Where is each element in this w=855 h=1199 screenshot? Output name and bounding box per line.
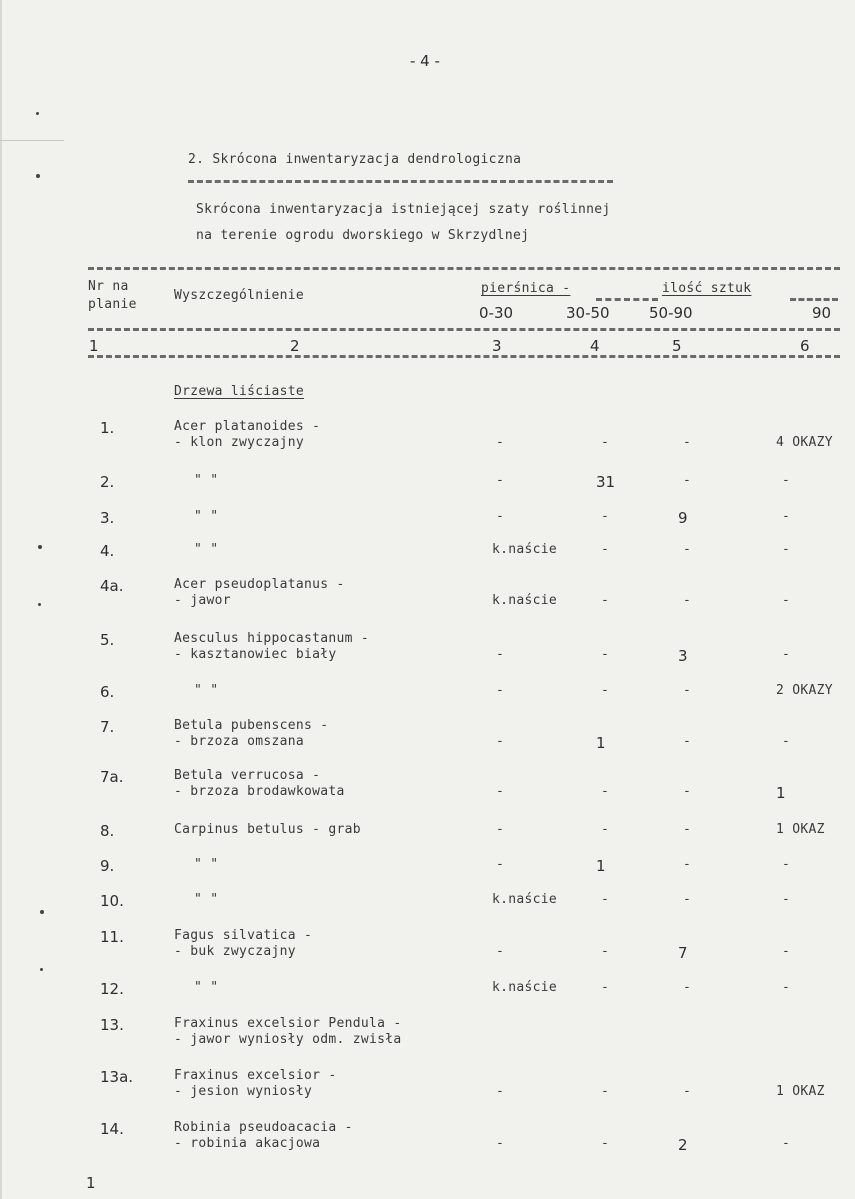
row-name-line1: Fagus silvatica -	[174, 928, 313, 943]
row-value-col3: -	[496, 1136, 505, 1151]
col-number: 5	[672, 337, 682, 355]
row-name-line2: - kasztanowiec biały	[174, 647, 337, 662]
margin-mark	[40, 968, 43, 971]
row-value-col5: -	[683, 683, 692, 698]
row-value-col6: -	[782, 980, 791, 995]
row-name-line1: Robinia pseudoacacia -	[174, 1120, 353, 1135]
page-edge	[0, 0, 2, 1199]
row-name-line1: Acer platanoides -	[174, 419, 321, 434]
header-rule-bottom	[88, 355, 840, 358]
row-value-col6: 2 OKAZY	[776, 683, 833, 698]
margin-mark	[38, 545, 42, 549]
row-number: 9.	[100, 857, 115, 875]
row-name-line2: - jesion wyniosły	[174, 1084, 313, 1099]
row-name-line2: - brzoza brodawkowata	[174, 784, 345, 799]
row-value-col6: -	[782, 647, 791, 662]
subtitle-line-1: Skrócona inwentaryzacja istniejącej szaty roślinnej	[196, 202, 611, 217]
row-value-col4: -	[601, 542, 610, 557]
row-value-col4: -	[601, 593, 610, 608]
row-name-line1: Fraxinus excelsior Pendula -	[174, 1016, 402, 1031]
row-value-col5: -	[683, 822, 692, 837]
row-name-line2: - robinia akacjowa	[174, 1136, 321, 1151]
row-value-col4: -	[601, 822, 610, 837]
row-value-col4: -	[601, 944, 610, 959]
row-name-line1: Acer pseudoplatanus -	[174, 577, 345, 592]
header-nr-line2: planie	[88, 297, 137, 312]
row-value-col4: 31	[596, 473, 616, 491]
row-value-col6: 1	[776, 784, 786, 802]
row-name-line2: - jawor wyniosły odm. zwisła	[174, 1032, 402, 1047]
row-number: 7.	[100, 718, 115, 736]
row-value-col3: -	[496, 473, 505, 488]
row-value-col6: 4 OKAZY	[776, 435, 833, 450]
row-value-col5: -	[683, 593, 692, 608]
row-value-col4: -	[601, 892, 610, 907]
category-heading: Drzewa liściaste	[174, 384, 305, 399]
col-number: 4	[590, 337, 600, 355]
row-value-col5: -	[683, 857, 692, 872]
row-name-line1: " "	[194, 542, 219, 557]
row-name-line1: " "	[194, 857, 219, 872]
row-number: 5.	[100, 631, 115, 649]
header-group-right: ilość sztuk	[662, 281, 752, 296]
row-value-col5: -	[683, 892, 692, 907]
header-group-rule	[596, 298, 658, 301]
row-value-col3: -	[496, 509, 505, 524]
row-name-line2: - buk zwyczajny	[174, 944, 296, 959]
margin-mark	[38, 603, 41, 606]
row-value-col5: 7	[678, 944, 688, 962]
row-value-col3: -	[496, 857, 505, 872]
row-value-col3: -	[496, 435, 505, 450]
row-value-col3: -	[496, 784, 505, 799]
row-number: 6.	[100, 683, 115, 701]
row-number: 8.	[100, 822, 115, 840]
header-rule-mid	[88, 328, 840, 331]
margin-mark	[40, 910, 44, 914]
row-number: 11.	[100, 928, 124, 946]
margin-mark	[36, 112, 39, 115]
header-range: 50-90	[649, 304, 693, 322]
row-value-col4: 1	[596, 857, 606, 875]
row-value-col6: -	[782, 892, 791, 907]
row-name-line2: - brzoza omszana	[174, 734, 305, 749]
row-value-col4: -	[601, 683, 610, 698]
row-value-col4: -	[601, 1084, 610, 1099]
row-name-line1: " "	[194, 892, 219, 907]
row-value-col4: -	[601, 1136, 610, 1151]
row-value-col5: -	[683, 784, 692, 799]
row-value-col4: -	[601, 980, 610, 995]
subtitle-line-2: na terenie ogrodu dworskiego w Skrzydlnej	[196, 228, 530, 243]
row-number: 12.	[100, 980, 124, 998]
header-group-rule	[790, 298, 838, 301]
margin-mark	[36, 174, 40, 178]
row-value-col5: -	[683, 473, 692, 488]
row-name-line1: Betula pubenscens -	[174, 718, 329, 733]
row-number: 7a.	[100, 768, 124, 786]
row-value-col6: -	[782, 509, 791, 524]
row-name-line1: Betula verrucosa -	[174, 768, 321, 783]
row-name-line1: Fraxinus excelsior -	[174, 1068, 337, 1083]
row-number: 10.	[100, 892, 124, 910]
row-number: 13a.	[100, 1068, 134, 1086]
header-name: Wyszczególnienie	[174, 288, 305, 303]
row-value-col5: -	[683, 542, 692, 557]
row-value-col3: -	[496, 822, 505, 837]
row-value-col3: k.naście	[492, 542, 558, 557]
row-value-col3: -	[496, 734, 505, 749]
row-value-col6: 1 OKAZ	[776, 1084, 825, 1099]
row-number: 2.	[100, 473, 115, 491]
row-value-col3: k.naście	[492, 980, 558, 995]
row-value-col6: -	[782, 734, 791, 749]
row-value-col3: k.naście	[492, 892, 558, 907]
row-value-col5: 2	[678, 1136, 688, 1154]
row-number: 13.	[100, 1016, 124, 1034]
row-value-col5: 3	[678, 647, 688, 665]
row-value-col4: 1	[596, 734, 606, 752]
row-value-col4: -	[601, 509, 610, 524]
row-value-col4: -	[601, 435, 610, 450]
row-value-col6: -	[782, 593, 791, 608]
row-value-col5: -	[683, 734, 692, 749]
row-value-col6: -	[782, 944, 791, 959]
title-underline	[188, 180, 613, 183]
page-fold-line	[0, 140, 64, 141]
row-value-col4: -	[601, 784, 610, 799]
header-rule-top	[88, 267, 840, 270]
row-number: 4a.	[100, 577, 124, 595]
row-value-col6: 1 OKAZ	[776, 822, 825, 837]
header-range: 90	[812, 304, 832, 322]
row-value-col6: -	[782, 1136, 791, 1151]
row-name-line1: Carpinus betulus - grab	[174, 822, 361, 837]
row-value-col3: -	[496, 647, 505, 662]
row-name-line2: - jawor	[174, 593, 231, 608]
row-value-col6: -	[782, 473, 791, 488]
row-value-col3: -	[496, 944, 505, 959]
section-title: 2. Skrócona inwentaryzacja dendrologiczna	[188, 152, 522, 167]
row-name-line2: - klon zwyczajny	[174, 435, 305, 450]
row-value-col5: -	[683, 1084, 692, 1099]
col-number: 1	[89, 337, 99, 355]
row-number: 3.	[100, 509, 115, 527]
row-value-col6: -	[782, 857, 791, 872]
header-range: 0-30	[479, 304, 514, 322]
col-number: 3	[492, 337, 502, 355]
row-value-col3: -	[496, 1084, 505, 1099]
row-value-col5: -	[683, 980, 692, 995]
col-number: 2	[290, 337, 300, 355]
header-group-left: pierśnica -	[481, 281, 571, 296]
row-name-line1: " "	[194, 980, 219, 995]
row-number: 4.	[100, 542, 115, 560]
row-value-col3: -	[496, 683, 505, 698]
header-nr-line1: Nr na	[88, 279, 129, 294]
row-name-line1: " "	[194, 509, 219, 524]
page-number: - 4 -	[410, 52, 440, 70]
footer-mark: 1	[86, 1174, 96, 1192]
row-value-col5: 9	[678, 509, 688, 527]
row-name-line1: " "	[194, 683, 219, 698]
row-value-col6: -	[782, 542, 791, 557]
row-name-line1: " "	[194, 473, 219, 488]
row-name-line1: Aesculus hippocastanum -	[174, 631, 370, 646]
col-number: 6	[800, 337, 810, 355]
row-value-col5: -	[683, 435, 692, 450]
row-number: 14.	[100, 1120, 124, 1138]
header-range: 30-50	[566, 304, 610, 322]
row-value-col4: -	[601, 647, 610, 662]
row-value-col3: k.naście	[492, 593, 558, 608]
row-number: 1.	[100, 419, 115, 437]
